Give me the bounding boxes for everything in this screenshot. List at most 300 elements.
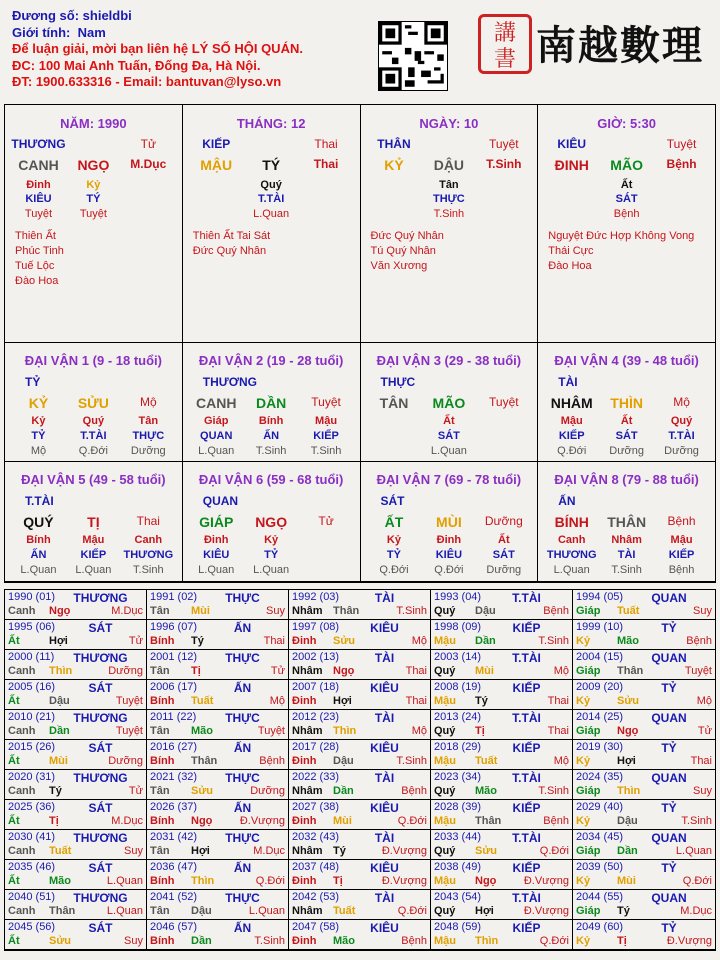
dai-van-can: BÍNH [554, 514, 589, 530]
year-stage: Thai [405, 695, 427, 707]
year-cell [573, 650, 715, 680]
year-can: Tân [150, 905, 170, 917]
year-label: 2010 (21) [8, 711, 56, 723]
year-can: Tân [150, 725, 170, 737]
year-stage: L.Quan [106, 905, 143, 917]
year-label: 2022 (33) [292, 771, 340, 783]
year-chi: Ngọ [191, 815, 213, 827]
year-god: SÁT [88, 621, 113, 635]
dai-van-hidden: Ất [498, 534, 510, 546]
star-list [371, 229, 444, 274]
year-label: 2037 (48) [292, 861, 340, 873]
pillar-god: THƯƠNG [11, 137, 66, 151]
year-can: Mậu [434, 935, 456, 947]
year-god: TÀI [374, 651, 395, 665]
year-label: 2021 (32) [150, 771, 198, 783]
year-stage: Đ.Vượng [523, 875, 569, 887]
year-can: Bính [150, 635, 175, 647]
dai-van-hidden: Mậu [670, 534, 693, 546]
year-cell [5, 860, 147, 890]
year-label: 1995 (06) [8, 621, 56, 633]
pillar-stage: Thai [314, 137, 338, 151]
year-god: SÁT [88, 861, 113, 875]
dai-van-chi: DẦN [255, 395, 287, 411]
year-god: SÁT [88, 801, 113, 815]
year-stage: Đ.Vượng [381, 845, 427, 857]
year-stage: Thai [547, 725, 569, 737]
year-stage: Mộ [269, 695, 285, 707]
year-god: KIẾP [512, 681, 541, 695]
year-label: 2018 (29) [434, 741, 482, 753]
year-can: Canh [8, 605, 36, 617]
year-stage: Bệnh [401, 935, 427, 947]
year-can: Canh [8, 665, 36, 677]
year-chi: Sửu [475, 845, 498, 857]
dai-van-hidden: Mậu [315, 415, 338, 427]
year-label: 2035 (46) [8, 861, 56, 873]
year-label: 2032 (43) [292, 831, 340, 843]
pillar-title: THÁNG: 12 [236, 116, 306, 131]
year-label: 2036 (47) [150, 861, 198, 873]
year-stage: T.Sinh [254, 935, 285, 947]
year-stage: Thai [263, 635, 285, 647]
year-stage: Mộ [553, 755, 569, 767]
year-label: 2046 (57) [150, 921, 198, 933]
dai-van-hidden: Ất [443, 415, 455, 427]
year-label: 1990 (01) [8, 591, 56, 603]
hidden-stage [189, 208, 244, 220]
year-chi: Tý [617, 905, 630, 917]
pillar-can: ĐINH [554, 157, 589, 173]
year-chi: Tị [191, 665, 201, 677]
dai-van-title: ĐẠI VẬN 2 (19 - 28 tuổi) [198, 353, 344, 368]
year-cell [289, 800, 431, 830]
year-cell [573, 920, 715, 950]
year-god: THƯƠNG [73, 891, 128, 905]
dai-van-hidden: T.Sinh [133, 564, 164, 576]
year-can: Tân [150, 665, 170, 677]
pillar-column [361, 105, 539, 342]
dai-van-title: ĐẠI VẬN 7 (69 - 78 tuổi) [376, 472, 522, 487]
dai-van-god: TÀI [558, 375, 578, 389]
year-label: 2001 (12) [150, 651, 198, 663]
brand-logo: 南越數理 [536, 22, 704, 69]
year-label: 2004 (15) [576, 651, 624, 663]
year-god: ẤN [233, 921, 252, 935]
dai-van-hidden: Bính [26, 534, 51, 546]
year-cell [431, 770, 573, 800]
year-chi: Tuất [191, 695, 214, 707]
year-cell [431, 590, 573, 620]
year-label: 2044 (55) [576, 891, 624, 903]
year-stage: Mộ [553, 665, 569, 677]
year-can: Mậu [434, 875, 456, 887]
year-stage: Bệnh [543, 815, 569, 827]
dai-van-hidden: L.Quan [198, 564, 235, 576]
year-stage: Đ.Vượng [381, 875, 427, 887]
year-can: Mậu [434, 635, 456, 647]
year-label: 2041 (52) [150, 891, 198, 903]
hidden-stage: Bệnh [613, 208, 640, 220]
year-can: Nhâm [292, 905, 323, 917]
header-info [12, 8, 303, 91]
pillar-blank [66, 137, 121, 151]
year-can: Kỷ [576, 815, 591, 827]
year-chi: Ngọ [617, 725, 639, 737]
dai-van-hidden: Kỷ [386, 534, 401, 546]
hidden-god [654, 193, 709, 205]
year-can: Canh [8, 785, 36, 797]
dai-van-hidden: Quý [82, 415, 105, 427]
year-label: 2003 (14) [434, 651, 482, 663]
hidden-stage: L.Quan [253, 208, 290, 220]
dai-van-hidden [299, 564, 354, 576]
year-can: Kỷ [576, 635, 591, 647]
year-label: 2006 (17) [150, 681, 198, 693]
year-god: QUAN [651, 771, 687, 785]
year-chi: Sửu [333, 635, 356, 647]
year-stage: Tuyệt [115, 695, 143, 707]
year-chi: Mùi [191, 605, 210, 617]
year-god: QUAN [651, 831, 687, 845]
year-label: 2042 (53) [292, 891, 340, 903]
year-cell [573, 620, 715, 650]
year-can: Đinh [292, 875, 317, 887]
year-cell [5, 890, 147, 920]
dai-van-section [5, 343, 715, 582]
dai-van-hidden: Q.Đới [78, 445, 108, 457]
dai-van-hidden: SÁT [437, 430, 460, 442]
dai-van-can: GIÁP [199, 514, 234, 530]
hidden-stem [544, 179, 599, 191]
year-label: 1993 (04) [434, 591, 482, 603]
star-item: Tuế Lộc [15, 260, 55, 272]
year-god: QUAN [651, 891, 687, 905]
dai-van-stage: Tuyệt [311, 395, 341, 409]
year-stage: Suy [266, 605, 285, 617]
year-cell [5, 590, 147, 620]
year-can: Tân [150, 605, 170, 617]
year-cell [289, 890, 431, 920]
year-label: 2023 (34) [434, 771, 482, 783]
year-cell [431, 710, 573, 740]
dai-van-hidden: Đinh [436, 534, 462, 546]
hidden-stem [476, 179, 531, 191]
hidden-stem: Ất [620, 179, 633, 191]
year-can: Kỷ [576, 875, 591, 887]
year-cell [573, 680, 715, 710]
year-label: 2031 (42) [150, 831, 198, 843]
year-can: Canh [8, 845, 36, 857]
year-god: TÀI [374, 711, 395, 725]
pillar-blank [599, 137, 654, 151]
year-can: Quý [434, 905, 456, 917]
dai-van-cell [183, 343, 361, 461]
star-item: Đức Quý Nhân [370, 230, 444, 242]
year-can: Giáp [576, 905, 601, 917]
year-label: 2013 (24) [434, 711, 482, 723]
year-can: Kỷ [576, 935, 591, 947]
year-cell [5, 800, 147, 830]
year-chi: Thân [333, 605, 360, 617]
qr-code-icon [378, 21, 448, 91]
dai-van-hidden: Tân [138, 415, 159, 427]
year-cell [5, 740, 147, 770]
year-stage: Bệnh [686, 635, 712, 647]
hidden-stage [367, 208, 422, 220]
chart-grid [4, 104, 716, 583]
year-label: 2007 (18) [292, 681, 340, 693]
year-cell [289, 920, 431, 950]
dai-van-hidden: KIÊU [435, 549, 463, 561]
dai-van-title: ĐẠI VẬN 3 (29 - 38 tuổi) [376, 353, 522, 368]
star-item: Tú Quý Nhân [370, 245, 436, 257]
dai-van-hidden: Dưỡng [486, 564, 522, 576]
dai-van-god: THỰC [380, 375, 416, 389]
year-cell [431, 680, 573, 710]
year-chi: Dậu [475, 605, 496, 617]
dai-van-cell [5, 462, 183, 581]
dai-van-hidden: T.Sinh [255, 445, 287, 457]
pillar-stage: Tử [140, 137, 156, 151]
gender-label: Giới tính: [12, 24, 71, 40]
year-god: TÀI [374, 831, 395, 845]
year-label: 2048 (59) [434, 921, 482, 933]
year-stage: Tuyệt [257, 725, 285, 737]
year-can: Đinh [292, 755, 317, 767]
year-stage: Mộ [411, 635, 427, 647]
dai-van-cell [183, 462, 361, 581]
year-cell [5, 680, 147, 710]
year-stage: Đ.Vượng [523, 905, 569, 917]
year-label: 2043 (54) [434, 891, 482, 903]
dai-van-hidden: Đinh [203, 534, 229, 546]
year-cell [147, 710, 289, 740]
year-label: 2019 (30) [576, 741, 624, 753]
year-chi: Hợi [617, 755, 636, 767]
pillar-can: MẬU [200, 157, 233, 173]
year-god: THỰC [225, 771, 260, 785]
year-stage: Tuyệt [684, 665, 712, 677]
year-chi: Tý [191, 635, 204, 647]
year-label: 2033 (44) [434, 831, 482, 843]
hidden-stage [121, 208, 176, 220]
dai-van-hidden: TỶ [31, 430, 46, 442]
pillar-chi: TÝ [262, 157, 281, 173]
year-chi: Thìn [333, 725, 357, 737]
hidden-stage [544, 208, 599, 220]
year-stage: Suy [693, 785, 712, 797]
year-can: Giáp [576, 665, 601, 677]
year-stage: Thai [690, 755, 712, 767]
dai-van-can: CANH [195, 395, 237, 411]
year-stage: Suy [124, 845, 143, 857]
year-stage: Đ.Vượng [239, 815, 285, 827]
pillar-title: NGÀY: 10 [419, 116, 479, 131]
year-chi: Sửu [617, 695, 640, 707]
year-chi: Thìn [475, 935, 499, 947]
dai-van-stage: Mộ [673, 395, 690, 409]
seal-stamp-icon: 講 書 [478, 14, 532, 74]
year-chi: Tị [617, 935, 627, 947]
year-can: Tân [150, 845, 170, 857]
pillar-column [183, 105, 361, 342]
dai-van-title: ĐẠI VẬN 8 (79 - 88 tuổi) [554, 472, 699, 487]
year-chi: Dần [475, 635, 496, 647]
hidden-stem: Kỷ [86, 179, 101, 191]
pillar-stage2: Bệnh [666, 157, 697, 171]
year-cell [289, 740, 431, 770]
dai-van-hidden: Giáp [203, 415, 229, 427]
dai-van-hidden: SÁT [615, 430, 638, 442]
year-can: Ất [8, 695, 20, 707]
year-god: T.TÀI [512, 771, 541, 785]
year-label: 2008 (19) [434, 681, 482, 693]
dai-van-hidden [476, 430, 531, 442]
year-cell [147, 590, 289, 620]
year-chi: Tý [49, 785, 62, 797]
dai-van-chi: THÂN [607, 514, 647, 530]
dai-van-god: QUAN [202, 494, 239, 508]
year-cell [431, 920, 573, 950]
dai-van-hidden [299, 534, 354, 546]
dai-van-hidden: Canh [134, 534, 163, 546]
hidden-stem [121, 179, 176, 191]
dai-van-hidden: QUAN [200, 430, 233, 442]
dai-van-hidden: L.Quan [553, 564, 590, 576]
year-chi: Tuất [333, 905, 356, 917]
year-label: 1994 (05) [576, 591, 624, 603]
year-stage: Thai [405, 665, 427, 677]
dai-van-hidden: Canh [557, 534, 586, 546]
hidden-stage [299, 208, 354, 220]
year-god: QUAN [651, 591, 687, 605]
year-cell [573, 860, 715, 890]
year-stage: L.Quan [106, 875, 143, 887]
year-cell [573, 740, 715, 770]
year-can: Nhâm [292, 665, 323, 677]
pillar-title: GIỜ: 5:30 [597, 116, 657, 131]
year-chi: Mùi [617, 875, 636, 887]
year-god: KIẾP [512, 861, 541, 875]
year-cell [289, 710, 431, 740]
year-god: KIÊU [370, 681, 399, 695]
dai-van-cell [538, 343, 715, 461]
year-can: Canh [8, 905, 36, 917]
pillar-blank [244, 137, 299, 151]
dai-van-god: T.TÀI [25, 494, 54, 508]
year-god: THƯƠNG [73, 591, 128, 605]
year-chi: Sửu [49, 935, 72, 947]
year-label: 2040 (51) [8, 891, 56, 903]
year-god: THỰC [225, 651, 260, 665]
dai-van-hidden: TỶ [386, 549, 401, 561]
year-can: Mậu [434, 695, 456, 707]
hidden-stage: Tuyệt [79, 208, 107, 220]
dai-van-cell [361, 343, 539, 461]
year-chi: Dần [333, 785, 354, 797]
dai-van-chi: THÌN [610, 395, 643, 411]
dai-van-can: NHÂM [550, 395, 593, 411]
year-can: Quý [434, 665, 456, 677]
year-label: 1991 (02) [150, 591, 198, 603]
year-god: SÁT [88, 921, 113, 935]
star-item: Thái Cực [548, 245, 594, 257]
year-can: Bính [150, 875, 175, 887]
dai-van-can: TÂN [379, 395, 409, 411]
year-god: QUAN [651, 711, 687, 725]
year-label: 2028 (39) [434, 801, 482, 813]
year-cell [431, 650, 573, 680]
hidden-god [367, 193, 422, 205]
year-can: Mậu [434, 815, 456, 827]
year-chi: Mão [49, 875, 71, 887]
year-chi: Tị [333, 875, 343, 887]
star-item: Thiên Ất Tai Sát [192, 230, 271, 242]
year-label: 2030 (41) [8, 831, 56, 843]
dai-van-can: KỶ [28, 395, 49, 411]
year-stage: Tử [697, 725, 712, 737]
year-can: Ất [8, 635, 20, 647]
year-chi: Tuất [475, 755, 498, 767]
year-cell [5, 710, 147, 740]
dai-van-hidden: Kỷ [264, 534, 279, 546]
dai-van-hidden: Q.Đới [379, 564, 409, 576]
year-stage: Tử [128, 635, 143, 647]
year-chi: Ngọ [475, 875, 497, 887]
dai-van-can: ẤT [384, 514, 404, 530]
year-label: 1996 (07) [150, 621, 198, 633]
annual-luck-table [4, 589, 716, 951]
hidden-god [476, 193, 531, 205]
year-chi: Mão [333, 935, 355, 947]
year-label: 2025 (36) [8, 801, 56, 813]
hidden-god: T.TÀI [257, 193, 285, 205]
year-cell [431, 890, 573, 920]
star-list [193, 229, 270, 259]
year-can: Quý [434, 605, 456, 617]
year-god: T.TÀI [512, 711, 541, 725]
year-can: Kỷ [576, 695, 591, 707]
year-god: KIÊU [370, 861, 399, 875]
hidden-stem [299, 179, 354, 191]
year-stage: Suy [693, 605, 712, 617]
year-stage: Tử [270, 665, 285, 677]
year-cell [431, 620, 573, 650]
dai-van-stage: Mộ [139, 395, 157, 409]
year-cell [147, 920, 289, 950]
year-stage: Q.Đới [539, 845, 569, 857]
hidden-stage [476, 208, 531, 220]
dai-van-hidden: L.Quan [20, 564, 57, 576]
year-cell [431, 830, 573, 860]
hidden-god [189, 193, 244, 205]
year-cell [289, 860, 431, 890]
dai-van-hidden: T.Sinh [611, 564, 642, 576]
dai-van-hidden [367, 430, 422, 442]
year-god: TỶ [661, 741, 677, 755]
year-can: Bính [150, 755, 175, 767]
year-god: QUAN [651, 651, 687, 665]
hidden-god: SÁT [615, 193, 638, 205]
year-chi: Mão [617, 635, 639, 647]
year-label: 1998 (09) [434, 621, 482, 633]
year-chi: Mùi [49, 755, 68, 767]
year-stage: Q.Đới [255, 875, 285, 887]
year-label: 1992 (03) [292, 591, 340, 603]
year-cell [147, 800, 289, 830]
year-chi: Mão [475, 785, 497, 797]
